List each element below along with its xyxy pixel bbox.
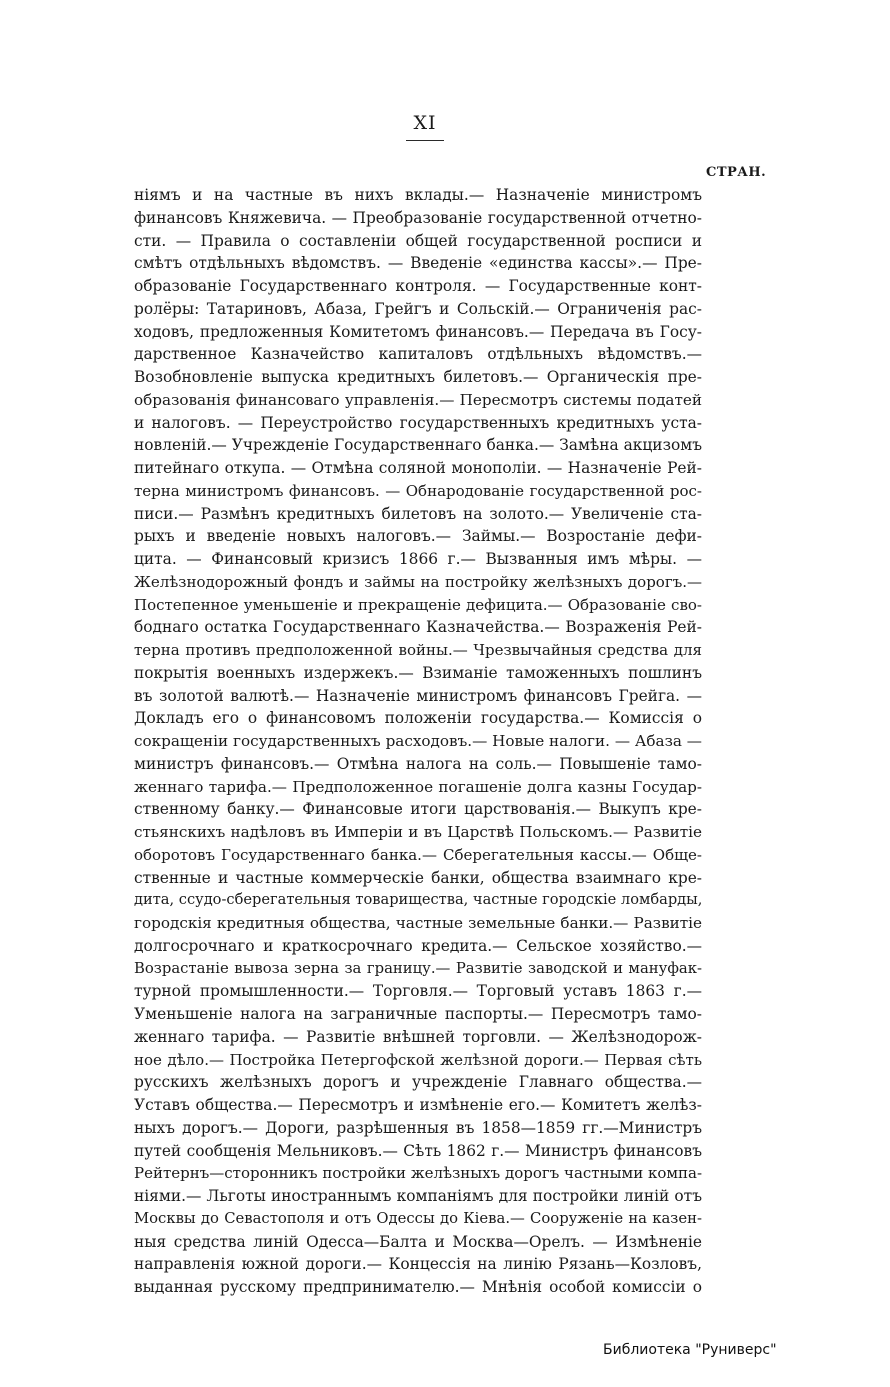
text-line: городскія кредитныя общества, частные земельные банки.— Развитіе [134, 914, 702, 932]
text-line: ныя средства линій Одесса—Балта и Москва—Орелъ. — Измѣненіе [134, 1232, 702, 1251]
text-line: ніями.— Льготы иностраннымъ компаніямъ для постройки линій отъ [134, 1187, 702, 1205]
table-of-contents-text [134, 184, 702, 1299]
text-line: Возрастаніе вывоза зерна за границу.— Развитіе заводской и мануфак- [134, 959, 702, 977]
text-line: новленій.— Учрежденіе Государственнаго банка.— Замѣна акцизомъ [134, 436, 702, 455]
page-column-label: СТРАН. [706, 165, 767, 180]
page-number: XI [413, 112, 437, 134]
text-line: женнаго тарифа.— Предположенное погашеніе долга казны Государ- [134, 777, 702, 796]
text-line: оборотовъ Государственнаго банка.— Сберегательныя кассы.— Обще- [134, 845, 702, 864]
text-line: ролёры: Татариновъ, Абаза, Грейгъ и Сольскій.— Ограниченія рас- [134, 299, 702, 318]
text-line: питейнаго откупа. — Отмѣна соляной монополіи. — Назначеніе Рей- [134, 459, 702, 477]
text-line: ніямъ и на частные въ нихъ вклады.— Назначеніе министромъ [134, 186, 702, 204]
text-line: ное дѣло.— Постройка Петергофской желѣзной дороги.— Первая сѣть [134, 1050, 702, 1069]
text-line: боднаго остатка Государственнаго Казначейства.— Возраженія Рей- [134, 618, 702, 637]
text-line: Докладъ его о финансовомъ положеніи государства.— Комиссія о [134, 709, 702, 728]
text-line: ственные и частные коммерческіе банки, общества взаимнаго кре- [134, 868, 702, 887]
text-line: Москвы до Севастополя и отъ Одессы до Кіева.— Сооруженіе на казен- [134, 1209, 702, 1227]
text-line: въ золотой валютѣ.— Назначеніе министромъ финансовъ Грейга. — [134, 686, 702, 705]
text-line: дита, ссудо-сберегательныя товарищества, частные городскіе ломбарды, [134, 891, 702, 909]
text-line: министръ финансовъ.— Отмѣна налога на соль.— Повышеніе тамо- [134, 754, 702, 773]
text-line: образованія финансоваго управленія.— Пересмотръ системы податей [134, 390, 702, 409]
text-line: финансовъ Княжевича. — Преобразованіе государственной отчетно- [134, 208, 702, 227]
text-line: терна министромъ финансовъ. — Обнародованіе государственной рос- [134, 481, 702, 500]
text-line: сти. — Правила о составленіи общей государственной росписи и [134, 231, 702, 250]
page-number-rule [406, 140, 444, 141]
text-line: ходовъ, предложенныя Комитетомъ финансовъ.— Передача въ Госу- [134, 322, 702, 341]
text-line: стьянскихъ надѣловъ въ Имперіи и въ Царствѣ Польскомъ.— Развитіе [134, 823, 702, 841]
library-credit: Библиотека "Руниверс" [603, 1342, 777, 1358]
text-line: долгосрочнаго и краткосрочнаго кредита.— Сельское хозяйство.— [134, 936, 702, 955]
text-line: Уставъ общества.— Пересмотръ и измѣненіе его.— Комитетъ желѣз- [134, 1096, 702, 1114]
text-line: рыхъ и введеніе новыхъ налоговъ.— Займы.— Возростаніе дефи- [134, 527, 702, 546]
text-line: смѣтъ отдѣльныхъ вѣдомствъ. — Введеніе «единства кассы».— Пре- [134, 254, 702, 273]
text-line: ныхъ дорогъ.— Дороги, разрѣшенныя въ 1858—1859 гг.—Министръ [134, 1118, 702, 1137]
text-line: цита. — Финансовый кризисъ 1866 г.— Вызванныя имъ мѣры. — [134, 550, 702, 568]
text-line: ственному банку.— Финансовые итоги царствованія.— Выкупъ кре- [134, 800, 702, 819]
text-line: образованіе Государственнаго контроля. — Государственные конт- [134, 277, 702, 295]
text-line: турной промышленности.— Торговля.— Торговый уставъ 1863 г.— [134, 982, 702, 1001]
text-line: дарственное Казначейство капиталовъ отдѣльныхъ вѣдомствъ.— [134, 345, 702, 364]
text-line: и налоговъ. — Переустройство государственныхъ кредитныхъ уста- [134, 413, 702, 432]
text-line: русскихъ желѣзныхъ дорогъ и учрежденіе Главнаго общества.— [134, 1073, 702, 1092]
text-line: Уменьшеніе налога на заграничные паспорты.— Пересмотръ тамо- [134, 1005, 702, 1023]
text-line: Постепенное уменьшеніе и прекращеніе дефицита.— Образованіе сво- [134, 595, 702, 614]
text-line: путей сообщенія Мельниковъ.— Сѣть 1862 г.— Министръ финансовъ [134, 1141, 702, 1160]
text-line: женнаго тарифа. — Развитіе внѣшней торговли. — Желѣзнодорож- [134, 1027, 702, 1046]
text-line: писи.— Размѣнъ кредитныхъ билетовъ на золото.— Увеличеніе ста- [134, 504, 702, 523]
text-line: Возобновленіе выпуска кредитныхъ билетовъ.— Органическія пре- [134, 368, 702, 386]
text-line: Рейтернъ—сторонникъ постройки желѣзныхъ дорогъ частными компа- [134, 1164, 702, 1183]
text-line: Желѣзнодорожный фондъ и займы на постройку желѣзныхъ дорогъ.— [134, 572, 702, 591]
text-line: выданная русскому предпринимателю.— Мнѣнія особой комиссіи о [134, 1278, 702, 1296]
text-line: терна противъ предположенной войны.— Чрезвычайныя средства для [134, 641, 702, 659]
text-line: сокращеніи государственныхъ расходовъ.— Новые налоги. — Абаза — [134, 732, 702, 750]
text-line: покрытія военныхъ издержекъ.— Взиманіе таможенныхъ пошлинъ [134, 663, 702, 682]
text-line: направленія южной дороги.— Концессія на линію Рязань—Козловъ, [134, 1255, 702, 1274]
